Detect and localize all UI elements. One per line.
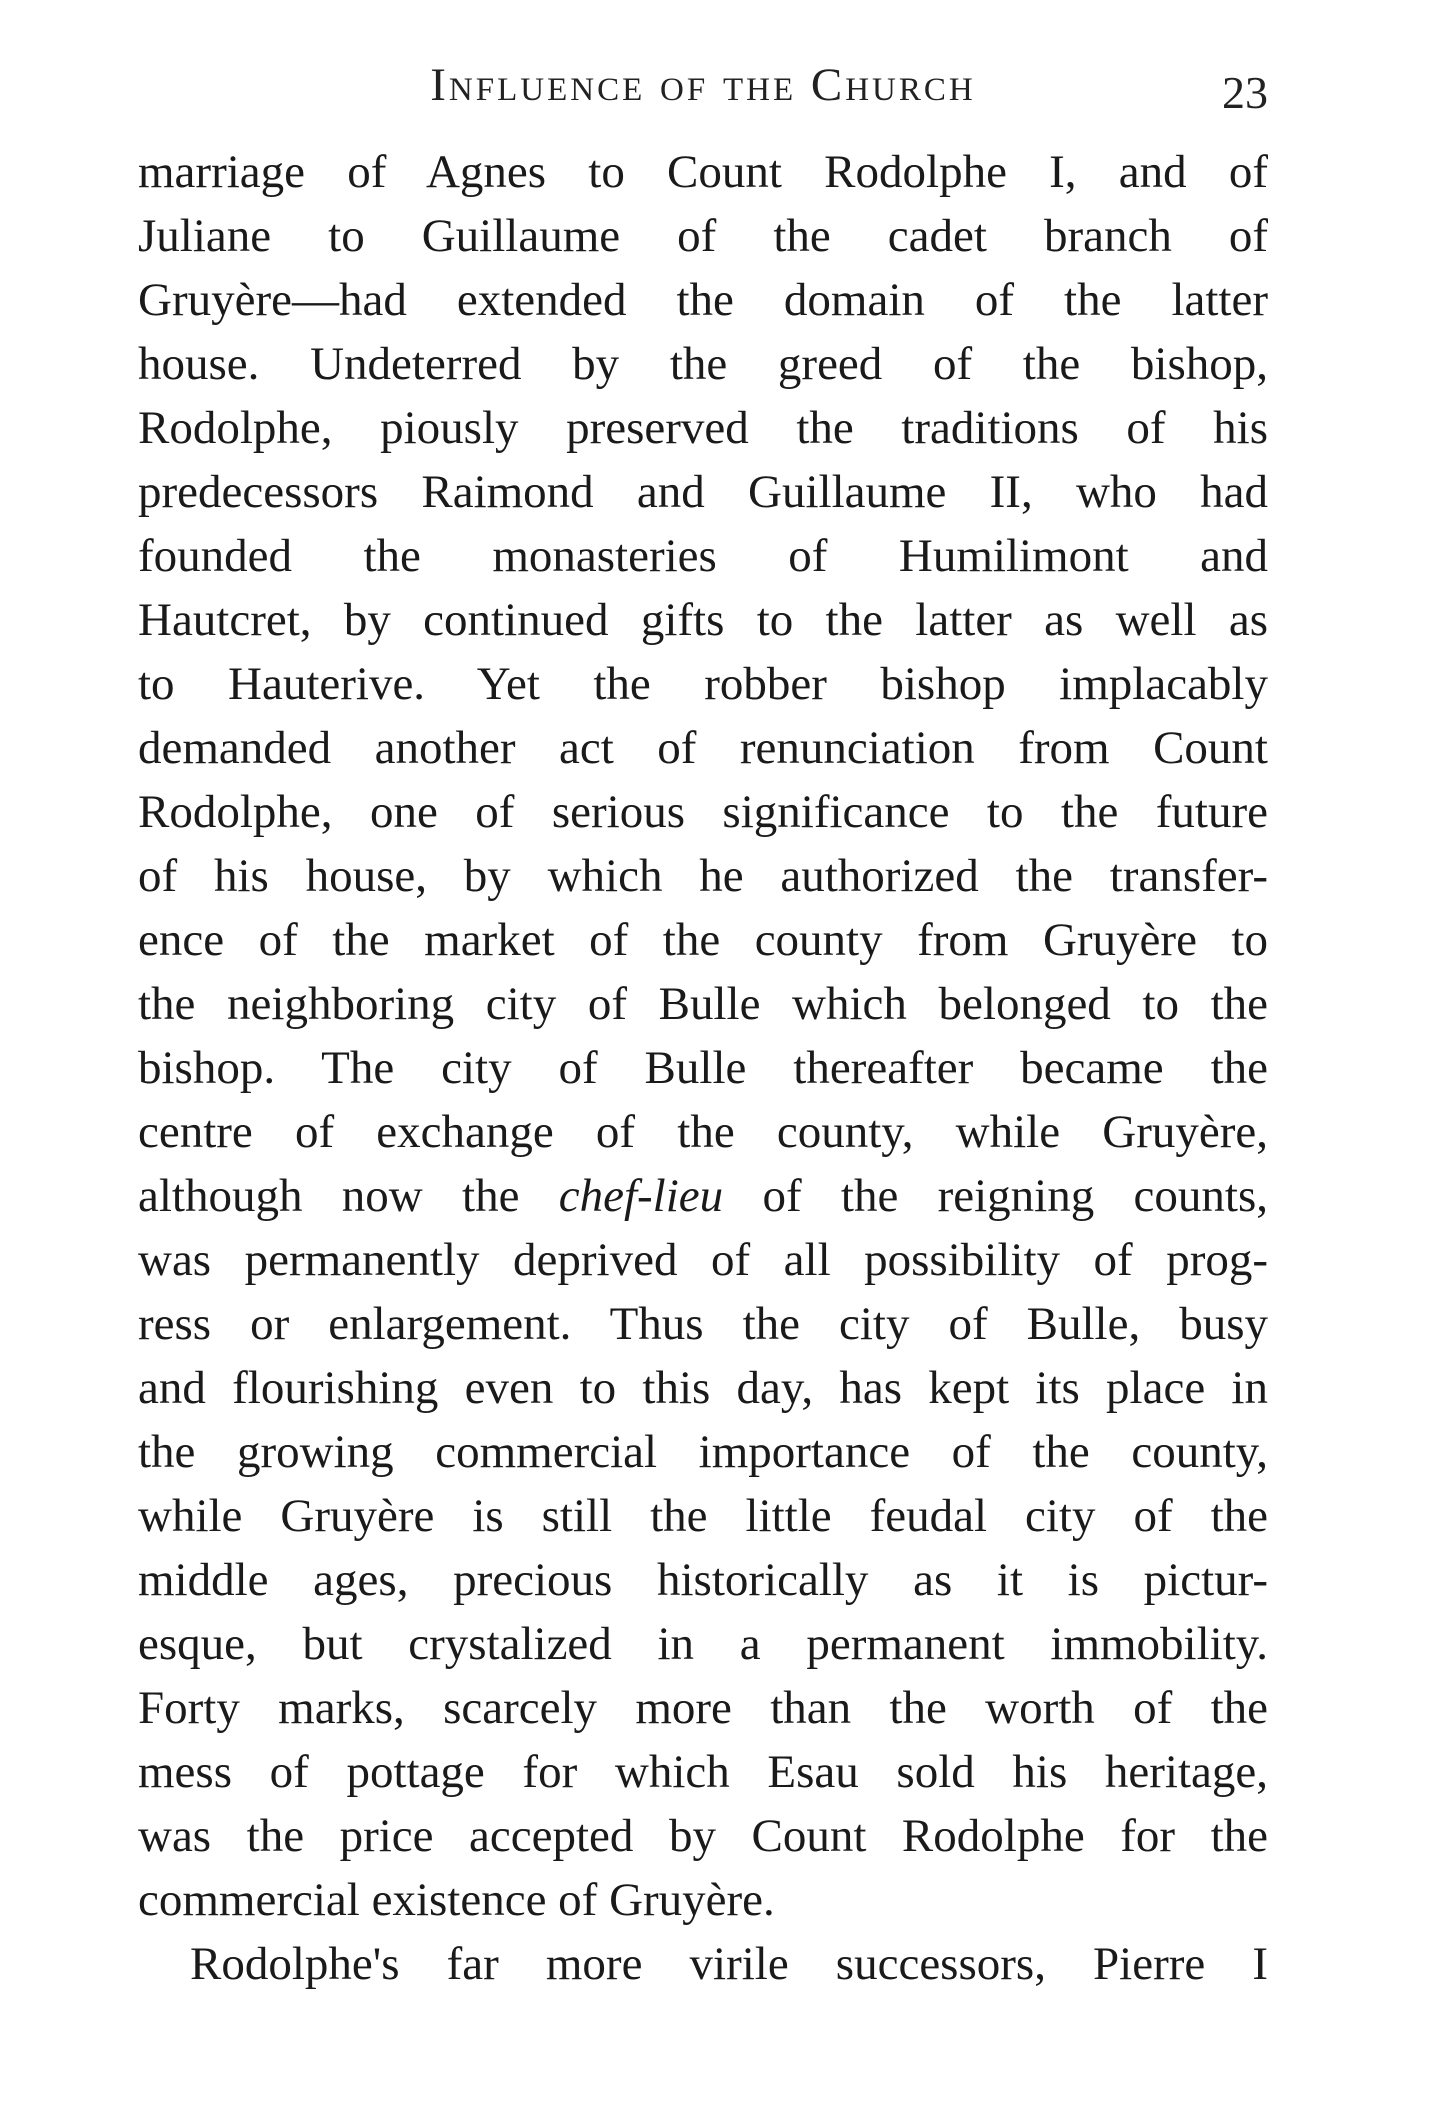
text-line: predecessors Raimond and Guillaume II, who had (138, 466, 1268, 518)
text-line: bishop. The city of Bulle thereafter became the (138, 1042, 1268, 1094)
text-line: and flourishing even to this day, has kept its place in (138, 1362, 1268, 1414)
text-line: of his house, by which he authorized the transfer- (138, 850, 1268, 902)
text-line: to Hauterive. Yet the robber bishop implacably (138, 658, 1268, 710)
text-line: was the price accepted by Count Rodolphe for the (138, 1810, 1268, 1862)
text-line: the growing commercial importance of the county, (138, 1426, 1268, 1478)
paragraph-end-line: commercial existence of Gruyère. (138, 1874, 775, 1926)
text-line: marriage of Agnes to Count Rodolphe I, and of (138, 146, 1268, 198)
text-line: Hautcret, by continued gifts to the latter as well as (138, 594, 1268, 646)
text-line: house. Undeterred by the greed of the bishop, (138, 338, 1268, 390)
text-line: Gruyère—had extended the domain of the latter (138, 274, 1268, 326)
text-line: Juliane to Guillaume of the cadet branch of (138, 210, 1268, 262)
text-line: the neighboring city of Bulle which belonged to the (138, 978, 1268, 1030)
text-line: middle ages, precious historically as it is pictur- (138, 1554, 1268, 1606)
body-text (138, 140, 1268, 1996)
text-line: founded the monasteries of Humilimont and (138, 530, 1268, 582)
text-line: ence of the market of the county from Gruyère to (138, 914, 1268, 966)
text-line-with-italic (138, 1164, 1268, 1228)
paragraph-start-line: Rodolphe's far more virile successors, Pierre I (190, 1938, 1268, 1990)
text-run: of the reigning counts, (723, 1170, 1268, 1222)
text-line: mess of pottage for which Esau sold his heritage, (138, 1746, 1268, 1798)
running-head (138, 58, 1268, 118)
running-title: Influence of the Church (430, 59, 976, 111)
italic-term: chef-lieu (558, 1170, 724, 1222)
text-line: Forty marks, scarcely more than the worth of the (138, 1682, 1268, 1734)
text-line: was permanently deprived of all possibility of prog- (138, 1234, 1268, 1286)
text-line: while Gruyère is still the little feudal city of the (138, 1490, 1268, 1542)
text-line: demanded another act of renunciation from Count (138, 722, 1268, 774)
text-line: esque, but crystalized in a permanent immobility. (138, 1618, 1268, 1670)
text-line: centre of exchange of the county, while Gruyère, (138, 1106, 1268, 1158)
text-line: Rodolphe, piously preserved the traditions of his (138, 402, 1268, 454)
text-run: although now the (138, 1170, 559, 1222)
text-line: ress or enlargement. Thus the city of Bulle, busy (138, 1298, 1268, 1350)
page-number: 23 (1222, 67, 1268, 118)
text-line: Rodolphe, one of serious significance to the future (138, 786, 1268, 838)
